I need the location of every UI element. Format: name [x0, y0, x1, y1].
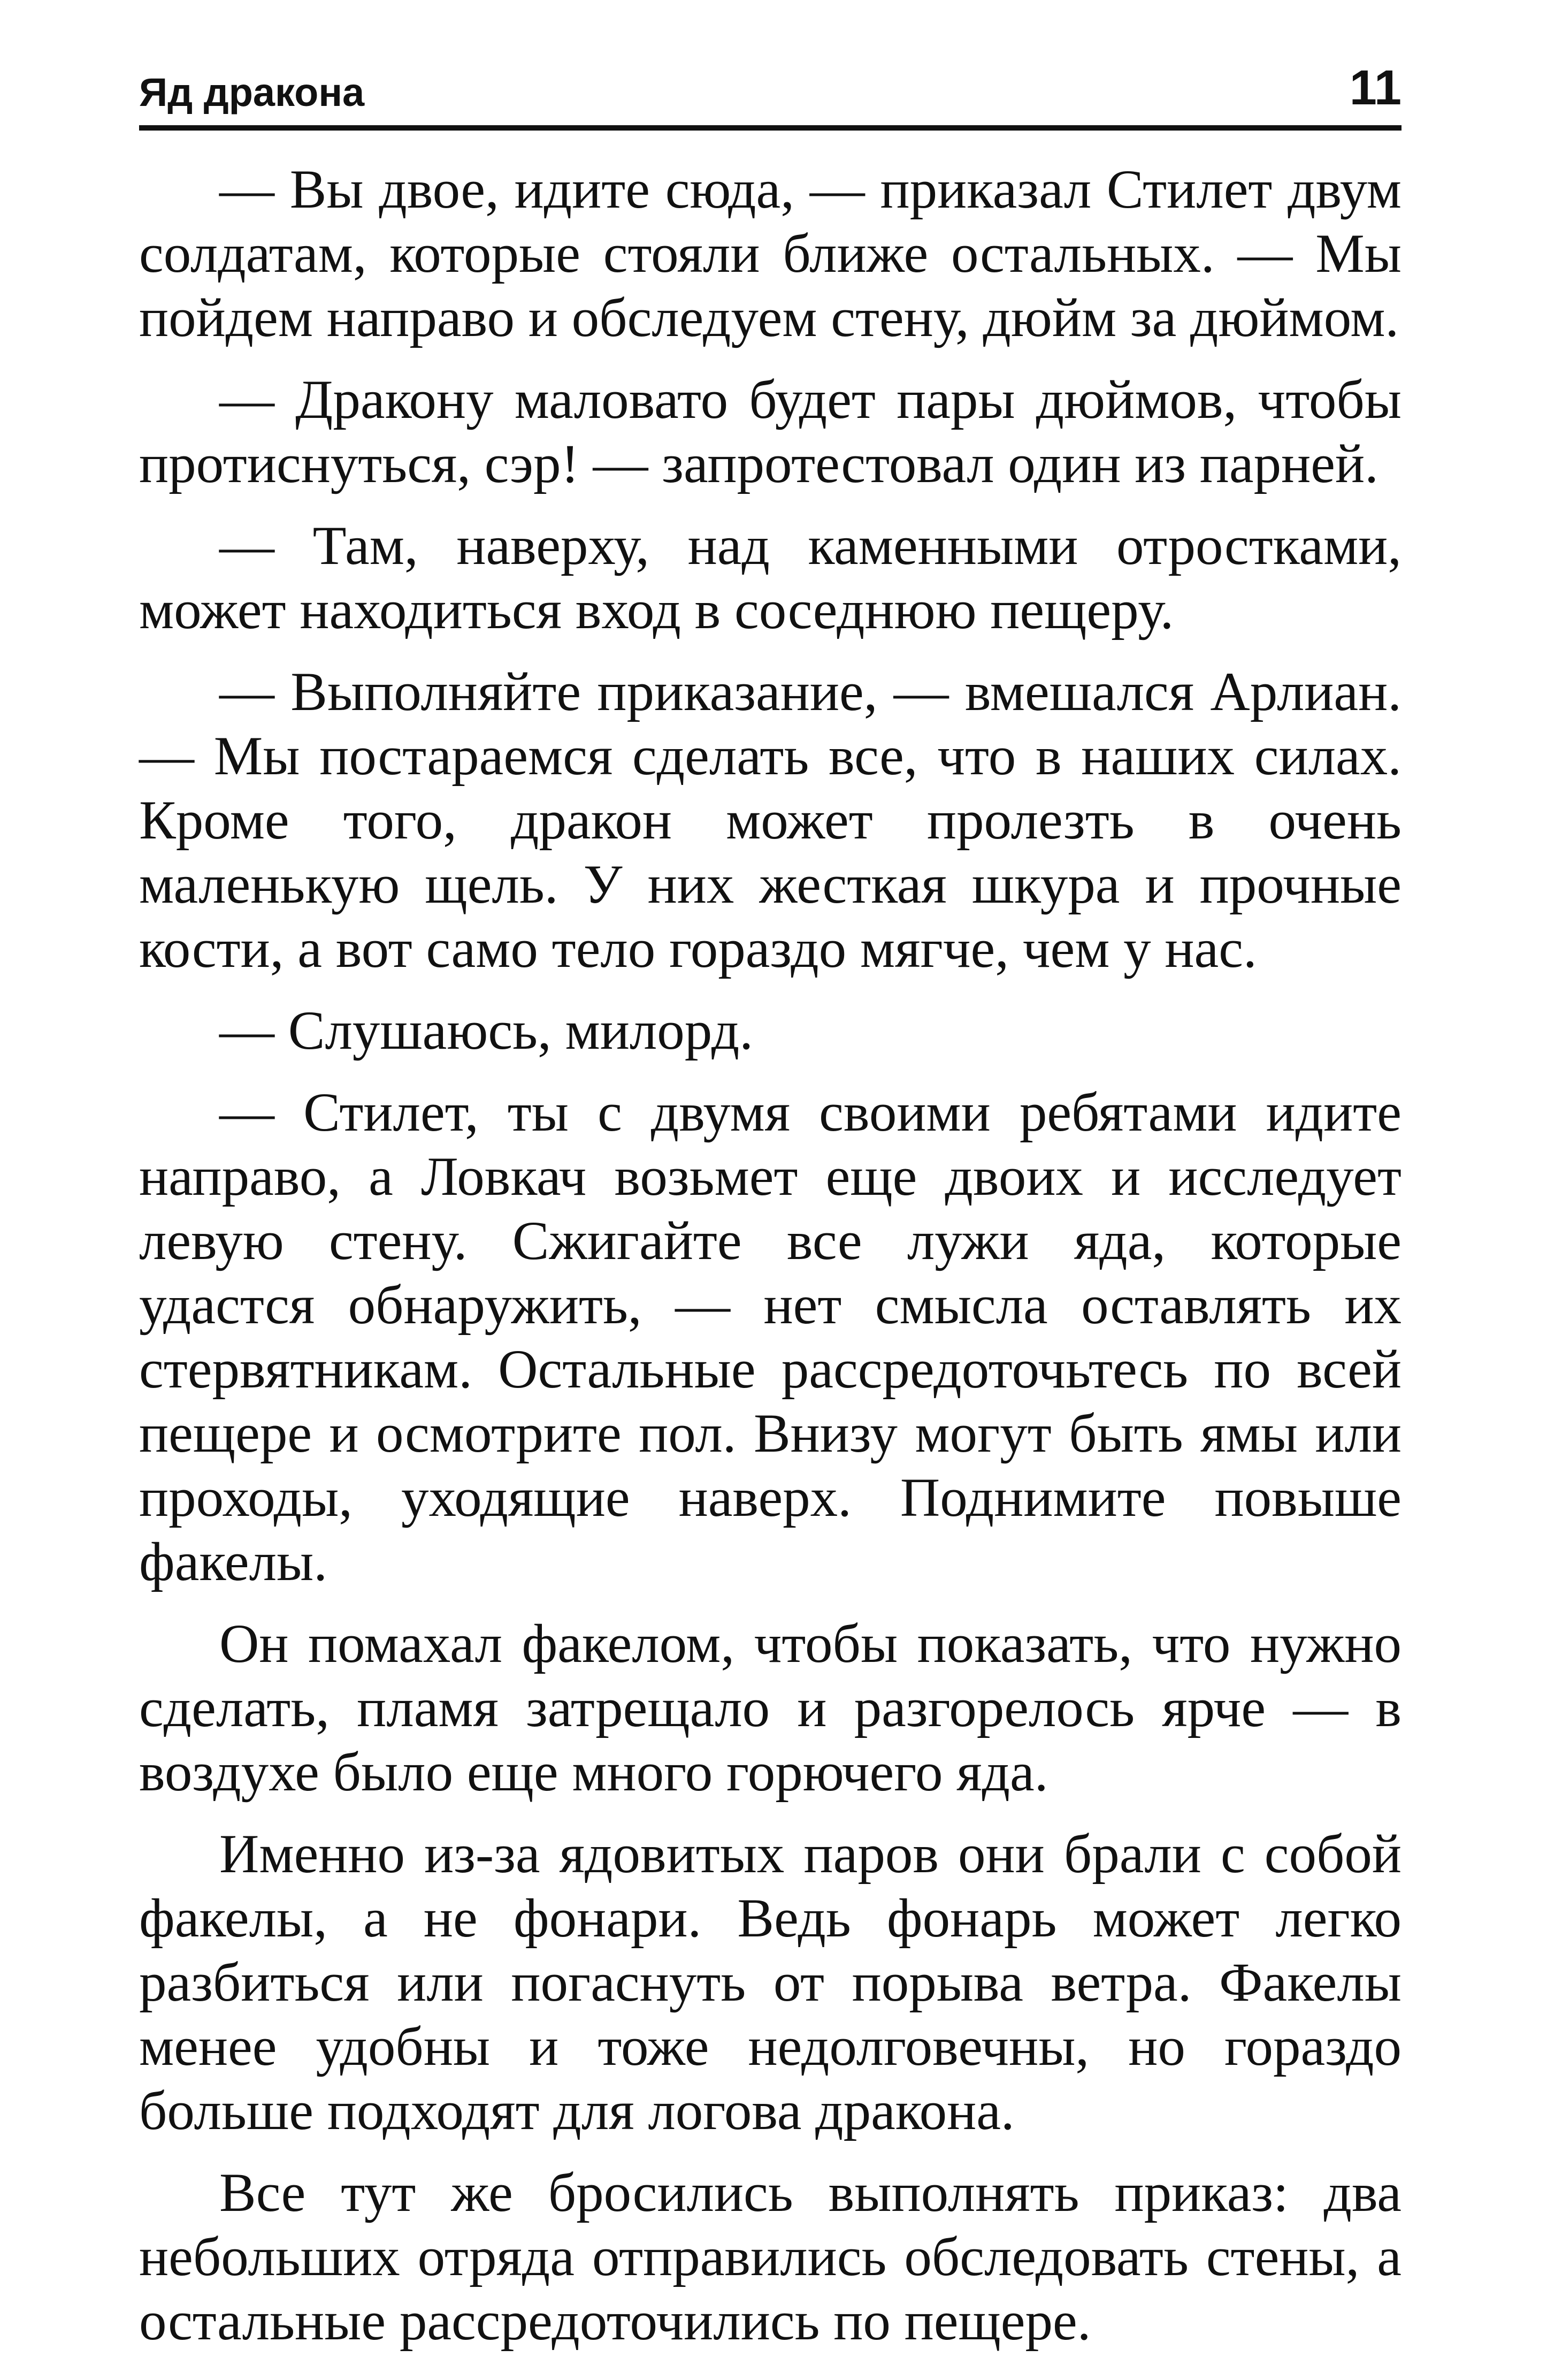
book-title: Яд дракона [139, 70, 365, 115]
page-number: 11 [1349, 60, 1402, 115]
paragraph: — Вы двое, идите сюда, — приказал Стилет двум солдатам, которые стояли ближе остальных. — Мы пойдем направо и обследуем стену, дюйм за дюймом. [139, 159, 1402, 348]
paragraph: — Стилет, ты с двумя своими ребятами идите направо, а Ловкач возьмет еще двоих и исследует левую стену. Сжигайте все лужи яда, которые удастся обнаружить, — нет смысла оставлять их стервятникам. Остальные рассредоточьтесь по всей пещере и осмотрите пол. Внизу могут быть ямы или проходы, уходящие наверх. Поднимите повыше факелы. [139, 1082, 1402, 1592]
paragraph: — Выполняйте приказание, — вмешался Арлиан. — Мы постараемся сделать все, что в наших силах. Кроме того, дракон может пролезть в очень маленькую щель. У них жесткая шкура и прочные кости, а вот само тело гораздо мягче, чем у нас. [139, 661, 1402, 979]
paragraph: — Дракону маловато будет пары дюймов, чтобы протиснуться, сэр! — запротестовал один из парней. [139, 369, 1402, 494]
paragraph: Все тут же бросились выполнять приказ: два небольших отряда отправились обследовать стены, а остальные рассредоточились по пещере. [139, 2162, 1402, 2352]
paragraph: Именно из-за ядовитых паров они брали с собой факелы, а не фонари. Ведь фонарь может легко разбиться или погаснуть от порыва ветра. Факелы менее удобны и тоже недолговечны, но гораздо больше подходят для логова дракона. [139, 1824, 1402, 2141]
paragraph: Он помахал факелом, чтобы показать, что нужно сделать, пламя затрещало и разгорелось ярче — в воздухе было еще много горючего яда. [139, 1613, 1402, 1803]
running-head [139, 54, 1402, 115]
paragraph: — Там, наверху, над каменными отростками, может находиться вход в соседнюю пещеру. [139, 515, 1402, 640]
text-body [139, 157, 1402, 2353]
header-rule [139, 125, 1402, 131]
paragraph: — Слушаюсь, милорд. [219, 1000, 754, 1061]
book-page [139, 54, 1402, 2371]
